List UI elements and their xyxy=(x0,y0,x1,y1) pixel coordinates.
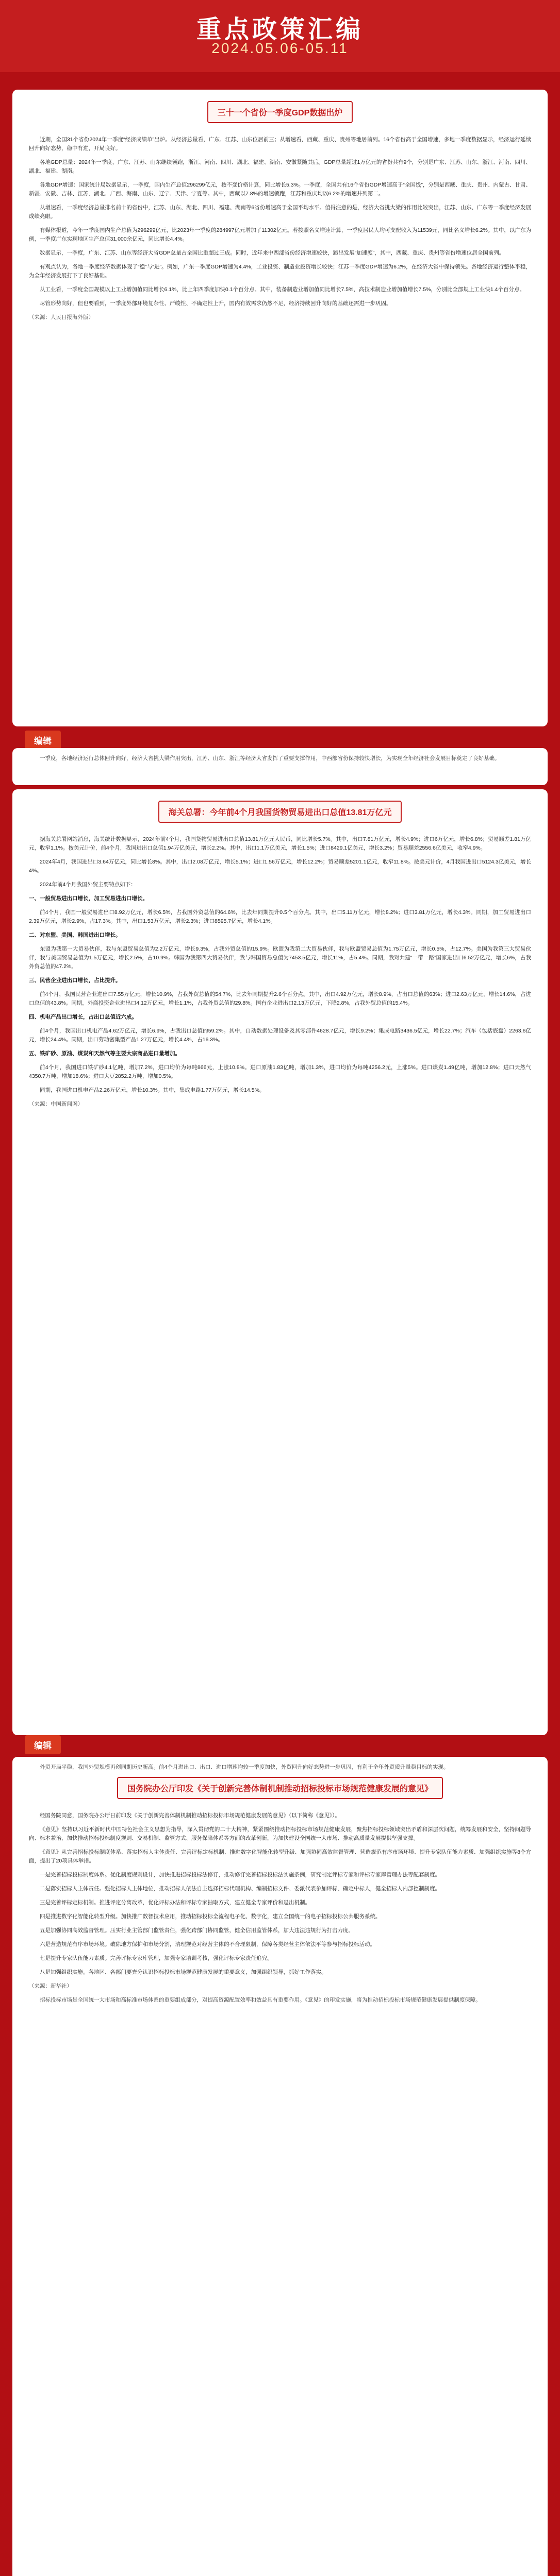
paragraph: 六是营造规范有序市场环境。破除地方保护和市场分割，清理规范对经营主体的不合理限制，保障各类经营主体依法平等参与招标投标活动。 xyxy=(40,1941,375,1947)
source-note: （来源：中国新闻网） xyxy=(29,1101,83,1107)
article-card-3 xyxy=(12,1757,548,2576)
paragraph: 同期，我国进口机电产品2.26万亿元，增长10.3%。其中，集成电路1.77万亿元，增长14.5%。 xyxy=(40,1087,265,1093)
article-headline: 国务院办公厅印发《关于创新完善体制机制推动招标投标市场规范健康发展的意见》 xyxy=(117,1777,443,1799)
subheading: 一、一般贸易进出口增长，加工贸易进出口增长。 xyxy=(29,895,148,902)
paragraph: 近期，全国31个省份2024年一季度“经济成绩单”出炉。从经济总量看，广东、江苏、山东位居前三；从增速看，西藏、重庆、贵州等地居前列。16个省份高于全国增速，多地一季度数据显示，经济运行延续回升向好态势，稳中有进，开局良好。 xyxy=(29,137,531,151)
source-note: （来源：新华社） xyxy=(29,1983,72,1989)
article-headline: 三十一个省份一季度GDP数据出炉 xyxy=(207,101,353,123)
summary-text: 一季度，各地经济运行总体回升向好，经济大省挑大梁作用突出，江苏、山东、浙江等经济大省发挥了重要支撑作用，中西部省份保持较快增长，为实现全年经济社会发展目标奠定了良好基础。 xyxy=(40,755,500,761)
paragraph: 八是加强组织实施。各地区、各部门要充分认识招标投标市场规范健康发展的重要意义，加强组织领导，抓好工作落实。 xyxy=(40,1969,327,1975)
subheading: 三、民营企业进出口增长，占比提升。 xyxy=(29,977,121,984)
subheading: 二、对东盟、美国、韩国进出口增长。 xyxy=(29,932,121,938)
subheading: 五、铁矿砂、原油、煤炭和天然气等主要大宗商品进口量增加。 xyxy=(29,1050,180,1057)
date-range: 2024.05.06-05.11 xyxy=(211,40,349,56)
paragraph: 有媒体报道，今年一季度国内生产总值为296299亿元，比2023年一季度的284997亿元增加了11302亿元。若按照名义增速计算，一季度居民人均可支配收入为11539元，同比名义增长6.2%。其中，以广东为例，一季度广东实现地区生产总值31,000余亿元，同比增长4.4%。 xyxy=(29,227,531,242)
paragraph: 四是推进数字化智能化转型升级。加快推广数智技术应用，推动招标投标全流程电子化、数字化，建立全国统一的电子招标投标公共服务系统。 xyxy=(40,1913,381,1920)
article-card-2 xyxy=(12,789,548,1735)
paragraph: 五是加强协同高效监督管理。压实行业主管部门监管责任，强化跨部门协同监管，健全信用监管体系，加大违法违规行为打击力度。 xyxy=(40,1927,354,1934)
editor-tag: 编辑 xyxy=(25,731,61,750)
paragraph: 经国务院同意，国务院办公厅日前印发《关于创新完善体制机制推动招标投标市场规范健康发展的意见》（以下简称《意见》）。 xyxy=(40,1812,340,1819)
paragraph: 各地GDP总量：2024年一季度，广东、江苏、山东继续领跑，浙江、河南、四川、湖北、福建、湖南、安徽紧随其后。GDP总量超过1万亿元的省份共有9个，分别是广东、江苏、山东、浙江、河南、四川、湖北、福建、湖南。 xyxy=(29,159,531,174)
article-headline: 海关总署：今年前4个月我国货物贸易进出口总值13.81万亿元 xyxy=(158,801,402,823)
paragraph: 前4个月，我国一般贸易进出口8.92万亿元，增长6.5%，占我国外贸总值的64.6%，比去年同期提升0.5个百分点。其中，出口5.11万亿元，增长8.2%；进口3.81万亿元，增长4.3%。同期，加工贸易进出口2.39万亿元，增长2.9%，占17.3%。其中，出口1.53万亿元，增长2.3%；进口8595.7亿元，增长4.1%。 xyxy=(29,909,531,924)
summary-text: 招标投标市场是全国统一大市场和高标准市场体系的重要组成部分，对提高资源配置效率和效益具有重要作用。《意见》的印发实施，将为推动招标投标市场规范健康发展提供制度保障。 xyxy=(40,1997,481,2003)
paragraph: 三是完善评标定标机制。推进评定分离改革，优化评标办法和评标专家抽取方式，建立健全专家评价和退出机制。 xyxy=(40,1900,310,1906)
paragraph: 有观点认为，各地一季度经济数据体现了“稳”与“进”。例如，广东一季度GDP增速为4.4%，工业投资、制造业投资增长较快；江苏一季度GDP增速为6.2%，在经济大省中保持领先。各地经济运行整体平稳，为全年经济发展打下了良好基础。 xyxy=(29,264,531,279)
paragraph: 东盟为我第一大贸易伙伴，我与东盟贸易总值为2.2万亿元，增长9.3%，占我外贸总值的15.9%。欧盟为我第二大贸易伙伴，我与欧盟贸易总值为1.75万亿元，增长0.5%，占12.7%。美国为我第三大贸易伙伴，我与美国贸易总值为1.5万亿元，增长2.5%，占10.9%。韩国为我第四大贸易伙伴，我与韩国贸易总值为7453.5亿元，增长11%，占5.4%。同期，我对共建“一带一路”国家进出口6.52万亿元，增长6%，占我外贸总值的47.2%。 xyxy=(29,946,531,970)
summary-card-1 xyxy=(12,748,548,785)
subheading: 四、机电产品出口增长，占出口总值近六成。 xyxy=(29,1014,137,1020)
paragraph: 各地GDP增速：国家统计局数据显示，一季度，国内生产总值296299亿元，按不变价格计算，同比增长5.3%。一季度，全国共有16个省份GDP增速高于“全国线”，分别是西藏、重庆、贵州、内蒙古、甘肃、新疆、安徽、吉林、江苏、湖北、广西、海南、山东、辽宁、天津、宁夏等。其中，西藏以7.8%的增速领跑，江苏和重庆均以6.2%的增速并列第二。 xyxy=(29,182,531,197)
paragraph: 《意见》从完善招标投标制度体系、落实招标人主体责任、完善评标定标机制、推进数字化智能化转型升级、加强协同高效监督管理、营造规范有序市场环境、提升专家队伍能力素质、加强组织实施等8个方面，提出了20项具体举措。 xyxy=(29,1849,531,1864)
paragraph: 从工业看，一季度全国规模以上工业增加值同比增长6.1%，比上年四季度加快0.1个百分点。其中，装备制造业增加值同比增长7.5%，高技术制造业增加值增长7.5%，分别比全部规上工业快1.4个百分点。 xyxy=(40,286,525,293)
paragraph: 前4个月，我国出口机电产品4.62万亿元，增长6.9%，占我出口总值的59.2%。其中，自动数据处理设备及其零部件4628.7亿元，增长9.2%；集成电路3436.5亿元，增长22.7%；汽车（包括底盘）2263.6亿元，增长24.4%。同期，出口劳动密集型产品1.27万亿元，增长4.4%，占16.3%。 xyxy=(29,1028,531,1043)
editor-tag: 编辑 xyxy=(25,1735,61,1754)
paragraph: 二是落实招标人主体责任。强化招标人主体地位，推动招标人依法自主选择招标代理机构、编制招标文件、委派代表参加评标、确定中标人，健全招标人内部控制制度。 xyxy=(40,1886,440,1892)
paragraph: 从增速看，一季度经济总量排名前十的省份中，江苏、山东、湖北、四川、福建、湖南等6省份增速高于全国平均水平。值得注意的是，经济大省挑大梁的作用比较突出，江苏、山东、广东等一季度经济发展成绩亮眼。 xyxy=(29,205,531,219)
paragraph: 2024年前4个月我国外贸主要特点如下： xyxy=(40,882,136,888)
paragraph: 前4个月，我国民营企业进出口7.55万亿元，增长10.9%，占我外贸总值的54.7%，比去年同期提升2.6个百分点。其中，出口4.92万亿元，增长8.9%，占出口总值的63%；进口2.63万亿元，增长14.6%，占进口总值的43.8%。同期，外商投资企业进出口4.12万亿元，增长1.1%，占我外贸总值的29.8%。国有企业进出口2.13万亿元，下降2.8%，占我外贸总值的15.4%。 xyxy=(29,991,531,1006)
paragraph: 尽管形势向好，但也要看到，一季度外部环境复杂性、严峻性、不确定性上升，国内有效需求仍然不足，经济持续回升向好的基础还需进一步巩固。 xyxy=(40,300,392,307)
article-card-1 xyxy=(12,90,548,726)
paragraph: 七是提升专家队伍能力素质。完善评标专家库管理，加强专家培训考核，强化评标专家责任追究。 xyxy=(40,1955,273,1961)
paragraph: 一是完善招标投标制度体系。优化制度规则设计，加快推进招标投标法修订，推动修订完善招标投标法实施条例，研究制定评标专家和评标专家库管理办法等配套制度。 xyxy=(40,1872,440,1878)
paragraph: 《意见》坚持以习近平新时代中国特色社会主义思想为指导，深入贯彻党的二十大精神，紧紧围绕推动招标投标市场规范健康发展，聚焦招标投标领域突出矛盾和深层次问题，统筹发展和安全，坚持问题导向、标本兼治，加快推动招标投标制度规则、交易机制、监管方式、服务保障体系等方面的改革创新，为加快建设全国统一大市场、推动高质量发展提供坚强支撑。 xyxy=(29,1826,531,1841)
paragraph: 前4个月，我国进口铁矿砂4.1亿吨，增加7.2%，进口均价为每吨866元，上涨10.8%。进口原油1.83亿吨，增加1.3%，进口均价为每吨4256.2元，上涨5%。进口煤炭1.49亿吨，增加12.8%；进口天然气4350.7万吨，增加18.6%；进口大豆2852.2万吨，增加0.5%。 xyxy=(29,1064,531,1079)
summary-text: 外贸开局平稳，我国外贸规模再创同期历史新高。前4个月进出口、出口、进口增速均较一季度加快，外贸回升向好态势进一步巩固，有利于全年外贸质升量稳目标的实现。 xyxy=(40,1764,449,1770)
page-title: 重点政策汇编 xyxy=(196,16,364,43)
paragraph: 据海关总署网站消息，海关统计数据显示，2024年前4个月，我国货物贸易进出口总值13.81万亿元人民币，同比增长5.7%。其中，出口7.81万亿元，增长4.9%；进口6万亿元，增长6.8%；贸易顺差1.81万亿元，收窄1.1%。按美元计价，前4个月，我国进出口总值1.94万亿美元，增长2.2%。其中，出口1.1万亿美元，增长1.5%；进口8429.1亿美元，增长3.2%；贸易顺差2556.6亿美元，收窄4.9%。 xyxy=(29,836,531,851)
masthead xyxy=(0,0,560,72)
paragraph: 数据显示，一季度，广东、江苏、山东等经济大省GDP总量占全国比重超过三成。同时，近年来中西部省份经济增速较快，跑出发展“加速度”，其中，西藏、重庆、贵州等省份增速位居全国前列。 xyxy=(40,250,505,256)
paragraph: 2024年4月，我国进出口3.64万亿元，同比增长8%。其中，出口2.08万亿元，增长5.1%；进口1.56万亿元，增长12.2%；贸易顺差5201.1亿元，收窄11.8%。按美元计价，4月我国进出口5124.3亿美元，增长4%。 xyxy=(29,859,531,874)
source-note: （来源：人民日报海外版） xyxy=(29,314,94,320)
